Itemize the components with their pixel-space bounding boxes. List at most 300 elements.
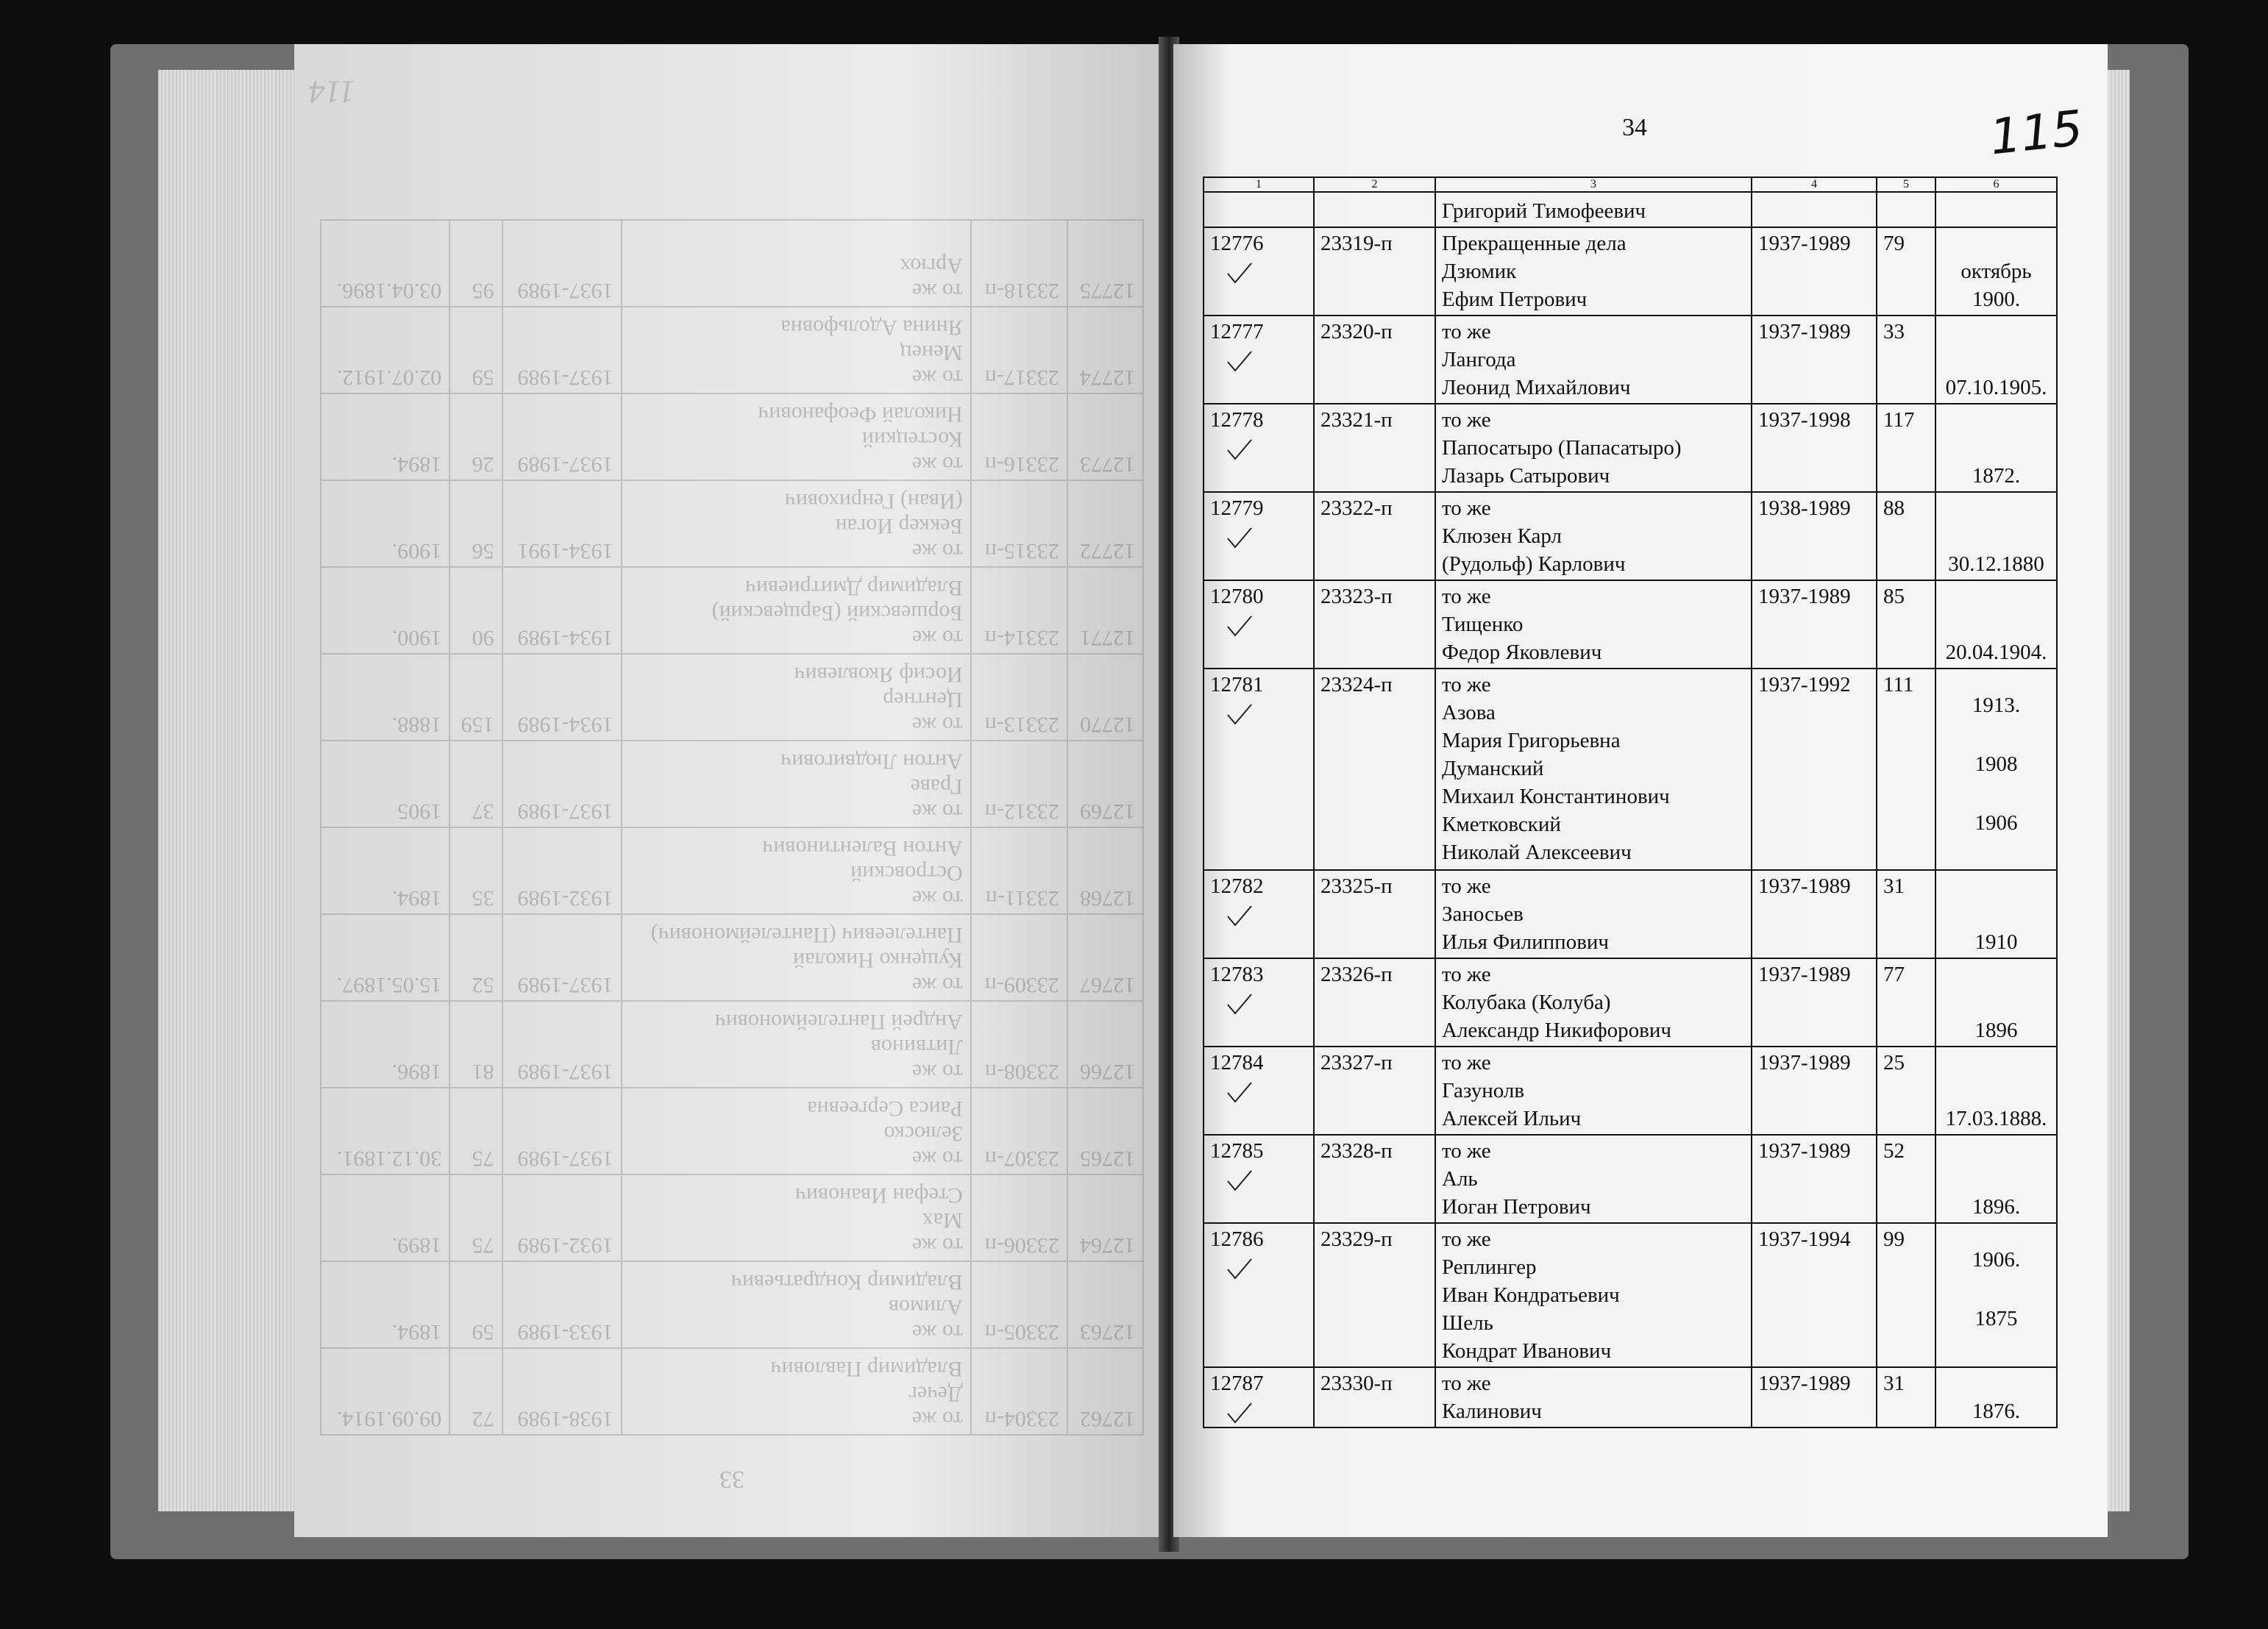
ghost-line: Аргюх: [900, 254, 963, 278]
case-number-cell: [1204, 1135, 1314, 1223]
ghost-line: Владимир Кондратьевич: [730, 1270, 963, 1294]
case-number-cell: [1204, 227, 1314, 316]
description-line: Калинович: [1442, 1400, 1542, 1423]
sheet-count: 31: [1877, 1367, 1935, 1427]
ghost-row: [321, 1088, 1143, 1174]
ghost-years: 1934-1991: [502, 480, 622, 567]
description-line: Заносьев: [1442, 902, 1524, 926]
archive-code: 23323-п: [1314, 580, 1435, 669]
description-line: Думанский: [1442, 757, 1544, 780]
description-cell: [1435, 1135, 1752, 1223]
ghost-number: 12765: [1067, 1088, 1143, 1174]
case-number: 12778: [1210, 408, 1264, 432]
register-row: [1204, 316, 2057, 404]
ghost-line: Владимир Дмитриевич: [744, 576, 963, 600]
ghost-date: 1905: [321, 741, 449, 827]
description-cell: [1435, 404, 1752, 492]
ghost-code: 23307-п: [971, 1088, 1067, 1174]
ghost-line: Литвинов: [870, 1035, 963, 1059]
register-row: [1204, 1367, 2057, 1427]
ghost-line: то же: [911, 452, 963, 477]
ghost-line: Костецкий: [861, 427, 963, 452]
description-line: то же: [1442, 673, 1491, 696]
ghost-date: 03.04.1896.: [321, 220, 449, 307]
right-page: [1173, 44, 2108, 1537]
description-line: Кондрат Иванович: [1442, 1339, 1612, 1363]
register-row: [1204, 580, 2057, 669]
ghost-code: 23308-п: [971, 1001, 1067, 1088]
ghost-years: 1932-1989: [502, 827, 622, 914]
ghost-line: то же: [911, 886, 963, 910]
ghost-line: Кущенко Николай: [793, 948, 963, 972]
ghost-count: 90: [449, 567, 502, 654]
ghost-text: [622, 1088, 971, 1174]
birth-date: 1906.: [1972, 1248, 2021, 1272]
ghost-count: 26: [449, 393, 502, 480]
ghost-code: 23317-п: [971, 307, 1067, 393]
birth-date-cell: [1935, 580, 2057, 669]
handwritten-folio-number: 115: [1987, 99, 2086, 166]
ghost-row: [321, 741, 1143, 827]
ghost-row: [321, 827, 1143, 914]
ghost-text: [622, 220, 971, 307]
checkmark-icon: [1225, 437, 1254, 462]
description-line: Федор Яковлевич: [1442, 641, 1602, 664]
ghost-text: [622, 1261, 971, 1348]
ghost-code: 23304-п: [971, 1348, 1067, 1435]
register-row: [1204, 227, 2057, 316]
birth-date: 1875: [1974, 1307, 2018, 1330]
archive-code: 23326-п: [1314, 958, 1435, 1047]
description-line: Лангода: [1442, 348, 1516, 371]
birth-date: 1896.: [1972, 1195, 2021, 1219]
ghost-number: 12768: [1067, 827, 1143, 914]
ghost-code: 23316-п: [971, 393, 1067, 480]
sheet-count: 111: [1877, 669, 1935, 870]
column-number: 3: [1435, 177, 1752, 192]
archive-code: 23320-п: [1314, 316, 1435, 404]
description-line: Михаил Константинович: [1442, 785, 1670, 808]
description-line: Мария Григорьевна: [1442, 729, 1621, 752]
years-range: 1937-1989: [1752, 1135, 1877, 1223]
birth-date: 17.03.1888.: [1945, 1107, 2047, 1130]
ghost-number: 12762: [1067, 1348, 1143, 1435]
archive-code: 23319-п: [1314, 227, 1435, 316]
ghost-line: Иосиф Яковлевич: [794, 663, 963, 687]
description-cell: [1435, 227, 1752, 316]
description-line: Клюзен Карл: [1442, 524, 1562, 548]
archive-code: 23322-п: [1314, 492, 1435, 580]
sheet-count: 117: [1877, 404, 1935, 492]
ghost-count: 75: [449, 1174, 502, 1261]
archive-code: 23324-п: [1314, 669, 1435, 870]
description-line: Тищенко: [1442, 613, 1524, 636]
description-line: то же: [1442, 874, 1491, 898]
archive-code: 23325-п: [1314, 870, 1435, 958]
case-number-cell: [1204, 404, 1314, 492]
ghost-row: [321, 567, 1143, 654]
ghost-count: 59: [449, 1261, 502, 1348]
years-range: 1937-1989: [1752, 958, 1877, 1047]
ghost-code: 23313-п: [971, 654, 1067, 741]
checkmark-icon: [1225, 1256, 1254, 1281]
ghost-count: 159: [449, 654, 502, 741]
description-line: то же: [1442, 320, 1491, 343]
ghost-date: 1894.: [321, 393, 449, 480]
description-line: Алексей Ильич: [1442, 1107, 1582, 1130]
column-number: 2: [1314, 177, 1435, 192]
years-range: 1937-1989: [1752, 1367, 1877, 1427]
ghost-date: 09.09.1914.: [321, 1348, 449, 1435]
ghost-line: Мах: [922, 1208, 963, 1233]
register-row: [1204, 1223, 2057, 1367]
birth-date: 1913.: [1972, 694, 2021, 717]
ghost-line: то же: [911, 1407, 963, 1431]
checkmark-icon: [1225, 991, 1254, 1016]
description-line: Ефим Петрович: [1442, 288, 1588, 311]
case-number-cell: [1204, 492, 1314, 580]
ghost-count: 35: [449, 827, 502, 914]
ghost-number: 12774: [1067, 307, 1143, 393]
ghost-count: 72: [449, 1348, 502, 1435]
description-cell: [1435, 580, 1752, 669]
ghost-text: [622, 1174, 971, 1261]
ghost-row: [321, 393, 1143, 480]
birth-date: 1876.: [1972, 1400, 2021, 1423]
ghost-row: [321, 480, 1143, 567]
checkmark-icon: [1225, 1080, 1254, 1105]
register-row: [1204, 958, 2057, 1047]
sheet-count: 85: [1877, 580, 1935, 669]
ghost-line: то же: [911, 539, 963, 563]
description-line: то же: [1442, 1227, 1491, 1251]
archive-code: 23327-п: [1314, 1047, 1435, 1135]
description-cell: [1435, 870, 1752, 958]
column-number: 5: [1877, 177, 1935, 192]
ghost-text: [622, 307, 971, 393]
ghost-count: 75: [449, 1088, 502, 1174]
checkmark-icon: [1225, 349, 1254, 374]
continued-row: [1204, 192, 2057, 227]
birth-date-cell: [1935, 227, 2057, 316]
ghost-code: 23315-п: [971, 480, 1067, 567]
ghost-line: Боршевский (Барщевский): [711, 601, 963, 625]
ghost-date: 30.12.1891.: [321, 1088, 449, 1174]
birth-date-cell: [1935, 1223, 2057, 1367]
years-range: 1937-1994: [1752, 1223, 1877, 1367]
case-number: 12787: [1210, 1372, 1264, 1395]
ghost-number: 12767: [1067, 914, 1143, 1001]
ghost-line: Граве: [910, 774, 963, 799]
description-line: Прекращенные дела: [1442, 232, 1627, 255]
sheet-count: 77: [1877, 958, 1935, 1047]
ghost-date: 1896.: [321, 1001, 449, 1088]
ghost-row: [321, 1001, 1143, 1088]
ghost-date: 15.05.1897.: [321, 914, 449, 1001]
ghost-text: [622, 567, 971, 654]
description-line: то же: [1442, 963, 1491, 986]
birth-date-cell: [1935, 870, 2057, 958]
register-row: [1204, 1135, 2057, 1223]
archive-code: 23328-п: [1314, 1135, 1435, 1223]
description-cell: [1435, 669, 1752, 870]
description-line: Николай Алексеевич: [1442, 841, 1632, 864]
case-number-cell: [1204, 870, 1314, 958]
sheet-count: 79: [1877, 227, 1935, 316]
description-line: Илья Филиппович: [1442, 930, 1609, 954]
ghost-line: Стефан Иванович: [794, 1183, 963, 1208]
bleed-through-table: [320, 219, 1144, 1436]
ghost-number: 12770: [1067, 654, 1143, 741]
ghost-years: 1938-1989: [502, 1348, 622, 1435]
birth-date: октябрь 1900.: [1960, 260, 2032, 311]
checkmark-icon: [1225, 525, 1254, 550]
ghost-line: то же: [911, 1060, 963, 1084]
ghost-line: то же: [911, 1320, 963, 1344]
sheet-count: 31: [1877, 870, 1935, 958]
ghost-date: 1894.: [321, 827, 449, 914]
continued-name: Григорий Тимофеевич: [1435, 192, 1752, 227]
years-range: 1937-1989: [1752, 870, 1877, 958]
ghost-line: то же: [911, 799, 963, 824]
column-number: 6: [1935, 177, 2057, 192]
description-line: Лазарь Сатырович: [1442, 464, 1610, 488]
years-range: 1937-1992: [1752, 669, 1877, 870]
description-line: то же: [1442, 1051, 1491, 1074]
description-line: Кметковский: [1442, 813, 1561, 836]
ghost-line: Владимир Павлович: [770, 1357, 963, 1381]
description-line: то же: [1442, 1139, 1491, 1163]
ghost-text: [622, 1348, 971, 1435]
ghost-row: [321, 220, 1143, 307]
birth-date: 1896: [1974, 1019, 2018, 1042]
ghost-date: 1900.: [321, 567, 449, 654]
birth-date: 1908: [1974, 752, 2018, 776]
ghost-text: [622, 914, 971, 1001]
description-cell: [1435, 958, 1752, 1047]
years-range: 1937-1989: [1752, 316, 1877, 404]
ghost-date: 02.07.1912.: [321, 307, 449, 393]
ghost-line: то же: [911, 1147, 963, 1171]
ghost-line: Андрей Пантелеймонович: [714, 1010, 963, 1034]
ghost-text: [622, 480, 971, 567]
ghost-number: 12769: [1067, 741, 1143, 827]
birth-date: 1906: [1974, 811, 2018, 835]
checkmark-icon: [1225, 1400, 1254, 1425]
register-row: [1204, 870, 2057, 958]
description-line: Колубака (Колуба): [1442, 991, 1611, 1014]
ghost-number: 12773: [1067, 393, 1143, 480]
ghost-line: Янина Адольфовна: [781, 316, 963, 340]
birth-date-cell: [1935, 404, 2057, 492]
birth-date-cell: [1935, 1135, 2057, 1223]
birth-date: 1910: [1974, 930, 2018, 954]
ghost-line: то же: [911, 279, 963, 303]
ghost-years: 1937-1989: [502, 1088, 622, 1174]
sheet-count: 52: [1877, 1135, 1935, 1223]
birth-date-cell: [1935, 316, 2057, 404]
description-cell: [1435, 1223, 1752, 1367]
checkmark-icon: [1225, 613, 1254, 638]
ghost-text: [622, 393, 971, 480]
ghost-line: то же: [911, 1233, 963, 1258]
ghost-row: [321, 307, 1143, 393]
case-number: 12779: [1210, 496, 1264, 520]
ghost-line: то же: [911, 973, 963, 997]
ghost-number: 12775: [1067, 220, 1143, 307]
bleed-through-folio: 114: [309, 74, 355, 110]
ghost-count: 37: [449, 741, 502, 827]
register-row: [1204, 1047, 2057, 1135]
ghost-text: [622, 1001, 971, 1088]
description-line: (Рудольф) Карлович: [1442, 552, 1626, 576]
ghost-code: 23312-п: [971, 741, 1067, 827]
description-line: Газунолв: [1442, 1079, 1525, 1102]
page-edges-left: [158, 70, 313, 1511]
checkmark-icon: [1225, 702, 1254, 727]
ghost-date: 1888.: [321, 654, 449, 741]
case-number-cell: [1204, 1047, 1314, 1135]
ghost-years: 1934-1989: [502, 654, 622, 741]
case-number: 12781: [1210, 673, 1264, 696]
ghost-line: то же: [911, 366, 963, 390]
column-number: 4: [1752, 177, 1877, 192]
ghost-line: то же: [911, 626, 963, 650]
birth-date: 07.10.1905.: [1945, 376, 2047, 399]
ghost-row: [321, 1174, 1143, 1261]
left-page: [294, 44, 1162, 1537]
ghost-number: 12771: [1067, 567, 1143, 654]
years-range: 1937-1989: [1752, 227, 1877, 316]
ghost-years: 1937-1989: [502, 307, 622, 393]
ghost-years: 1937-1989: [502, 914, 622, 1001]
ghost-number: 12772: [1067, 480, 1143, 567]
birth-date-cell: [1935, 1367, 2057, 1427]
birth-date-cell: [1935, 492, 2057, 580]
ghost-code: 23305-п: [971, 1261, 1067, 1348]
ghost-line: Беккер Иоган: [835, 514, 963, 538]
sheet-count: 33: [1877, 316, 1935, 404]
ghost-years: 1937-1989: [502, 220, 622, 307]
ghost-code: 23309-п: [971, 914, 1067, 1001]
case-number: 12784: [1210, 1051, 1264, 1074]
case-number: 12782: [1210, 874, 1264, 898]
ghost-text: [622, 827, 971, 914]
case-number: 12776: [1210, 232, 1264, 255]
ghost-number: 12766: [1067, 1001, 1143, 1088]
description-cell: [1435, 1047, 1752, 1135]
case-number-cell: [1204, 669, 1314, 870]
description-line: Иван Кондратьевич: [1442, 1283, 1620, 1307]
ghost-row: [321, 1261, 1143, 1348]
column-number: 1: [1204, 177, 1314, 192]
ghost-years: 1933-1989: [502, 1261, 622, 1348]
ghost-number: 12763: [1067, 1261, 1143, 1348]
ghost-count: 95: [449, 220, 502, 307]
description-line: то же: [1442, 496, 1491, 520]
birth-date-cell: [1935, 669, 2057, 870]
archive-code: 23329-п: [1314, 1223, 1435, 1367]
description-line: Аль: [1442, 1167, 1478, 1191]
sheet-count: 99: [1877, 1223, 1935, 1367]
case-number: 12780: [1210, 585, 1264, 608]
ghost-line: Центнер: [883, 688, 963, 712]
description-cell: [1435, 316, 1752, 404]
case-number-cell: [1204, 958, 1314, 1047]
ghost-row: [321, 654, 1143, 741]
ghost-line: Менец: [900, 341, 963, 365]
ghost-date: 1899.: [321, 1174, 449, 1261]
register-row: [1204, 492, 2057, 580]
case-number: 12777: [1210, 320, 1264, 343]
register-row: [1204, 404, 2057, 492]
ghost-years: 1937-1989: [502, 1001, 622, 1088]
years-range: 1937-1989: [1752, 580, 1877, 669]
ghost-line: Зелюско: [884, 1122, 963, 1146]
register-table: [1203, 177, 2058, 1428]
ghost-line: Пантелеевич (Пантелеймонович): [650, 923, 963, 947]
ghost-count: 56: [449, 480, 502, 567]
birth-date: 1872.: [1972, 464, 2021, 488]
description-line: то же: [1442, 1372, 1491, 1395]
description-line: то же: [1442, 408, 1491, 432]
register-row: [1204, 669, 2057, 870]
years-range: 1937-1998: [1752, 404, 1877, 492]
ghost-line: Раиса Сергеевна: [807, 1097, 963, 1121]
years-range: 1938-1989: [1752, 492, 1877, 580]
description-cell: [1435, 492, 1752, 580]
archive-code: 23330-п: [1314, 1367, 1435, 1427]
ghost-line: (Иван) Генрихович: [784, 489, 963, 513]
ghost-row: [321, 1348, 1143, 1435]
description-line: то же: [1442, 585, 1491, 608]
ghost-count: 52: [449, 914, 502, 1001]
left-page-number: 33: [719, 1466, 744, 1493]
case-number: 12783: [1210, 963, 1264, 986]
years-range: 1937-1989: [1752, 1047, 1877, 1135]
ghost-date: 1909.: [321, 480, 449, 567]
right-page-number: 34: [1622, 114, 1647, 141]
description-line: Дзюмик: [1442, 260, 1517, 283]
ghost-line: Островский: [850, 861, 963, 885]
case-number-cell: [1204, 580, 1314, 669]
ghost-number: 12764: [1067, 1174, 1143, 1261]
ghost-date: 1894.: [321, 1261, 449, 1348]
bleed-through-text: [320, 110, 1144, 1493]
sheet-count: 25: [1877, 1047, 1935, 1135]
ghost-count: 59: [449, 307, 502, 393]
ghost-text: [622, 741, 971, 827]
ghost-years: 1934-1989: [502, 567, 622, 654]
case-number-cell: [1204, 316, 1314, 404]
description-line: Папосатыро (Папасатыро): [1442, 436, 1682, 460]
checkmark-icon: [1225, 903, 1254, 928]
case-number: 12786: [1210, 1227, 1264, 1251]
description-line: Александр Никифорович: [1442, 1019, 1671, 1042]
case-number: 12785: [1210, 1139, 1264, 1163]
ghost-years: 1937-1989: [502, 741, 622, 827]
description-line: Леонид Михайлович: [1442, 376, 1631, 399]
ghost-years: 1937-1989: [502, 393, 622, 480]
case-number-cell: [1204, 1223, 1314, 1367]
ghost-line: то же: [911, 713, 963, 737]
ghost-line: Антон Валентинович: [762, 836, 963, 860]
description-cell: [1435, 1367, 1752, 1427]
ghost-code: 23314-п: [971, 567, 1067, 654]
ghost-line: Дечег: [908, 1382, 963, 1406]
ghost-years: 1932-1989: [502, 1174, 622, 1261]
checkmark-icon: [1225, 1168, 1254, 1193]
